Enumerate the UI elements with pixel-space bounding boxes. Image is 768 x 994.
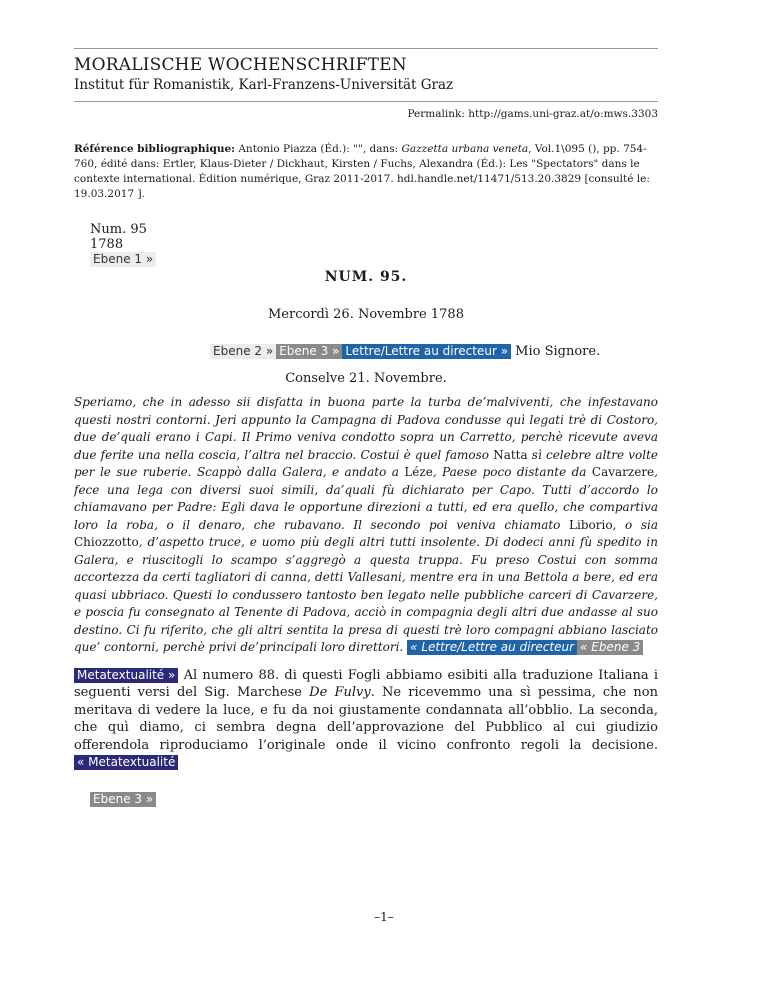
ebene3-tag[interactable]: Ebene 3 » <box>276 344 342 359</box>
issue-year: 1788 <box>90 237 124 252</box>
permalink[interactable]: Permalink: http://gams.uni-graz.at/o:mws.3303 <box>407 108 658 120</box>
meta-close-tag[interactable]: « Metatextualité <box>74 755 178 770</box>
paragraph-text: Al numero 88. di questi Fogli abbiamo esibiti alla traduzione Italiana i seguenti versi del Sig. Marchese <box>74 667 658 700</box>
letter-text: , o sia <box>612 517 658 532</box>
meta-open-tag[interactable]: Metatextualité » <box>74 668 178 683</box>
lettre-open-tag[interactable]: Lettre/Lettre au directeur » <box>342 344 511 359</box>
person-name: Liborio <box>569 517 613 532</box>
ebene2-tag[interactable]: Ebene 2 » <box>210 344 276 359</box>
biblio-label: Référence bibliographique: <box>74 143 236 155</box>
top-rule <box>74 48 658 49</box>
ebene1-tag[interactable]: Ebene 1 » <box>90 252 156 267</box>
header-rule <box>74 101 658 102</box>
page-number: –1– <box>374 910 394 924</box>
salutation: Mio Signore. <box>515 344 601 359</box>
letter-text: sì celebre altre volte per le sue ruberie. Scappò dalla Galera, e andato a <box>74 447 659 479</box>
biblio-journal: Gazzetta urbana veneta <box>401 143 529 155</box>
letter-place-date: Conselve 21. Novembre. <box>285 371 447 386</box>
metatext-paragraph <box>74 667 658 772</box>
letter-tagline <box>74 344 658 359</box>
ebene3-reopen <box>90 788 658 807</box>
place-name: Léze <box>404 465 433 479</box>
paragraph-text: . Ne ricevemmo una sì pessima, che non meritava di vedere la luce, e fu da noi giustamente condannata all’obblio. La seconda, che quì diamo, ci sembra degna dell’approvazione del Pubblico al cui giudizio offerendola riproduciamo l’originale onde il vicino confronto regoli la decisione. <box>74 685 658 753</box>
letter-text: , d’aspetto truce, e uomo più degli altri tutti insolente. Di dodeci anni fù spedito in Galera, e riuscitogli lo scampo s’aggregò a questa truppa. Fu preso Costui con somma accortezza da certi tagliatori di canna, detti Vallesani, mentre era in una Bettola a bere, ed era quasi ubbriaco. Questi lo condussero tantosto ben legato nelle pubbliche carceri di Cavarzere, e poscia fu consegnato al Tenente di Padova, acciò in compagnia degli altri due andasse al suo destino. Ci fu riferito, che gli altri sentita la presa di questi trè loro compagni abbiano lasciato que’ contorni, perchè privi de’principali loro direttori. <box>74 535 658 654</box>
letter-text: Speriamo, che in adesso sii disfatta in buona parte la turba de’malviventi, che infestavano questi nostri contorni. Jeri appunto la Campagna di Padova condusse quì legati trè di Costoro, due de’quali erano i Capi. Il Primo veniva condotto sopra un Carretto, perchè ricevute aveva due ferite una nella coscia, l’altra nel braccio. Costui è quel famoso <box>74 395 658 462</box>
person-name: De Fulvy <box>309 685 371 700</box>
place-name: Cavarzere <box>591 465 655 479</box>
issue-meta <box>90 222 658 267</box>
ebene3-reopen-tag[interactable]: Ebene 3 » <box>90 792 156 807</box>
issue-number: Num. 95 <box>90 222 147 237</box>
letter-body <box>74 394 658 657</box>
bibliographic-reference <box>74 142 658 202</box>
issue-heading: NUM. 95. <box>324 269 408 285</box>
ebene3-close-tag[interactable]: « Ebene 3 <box>577 640 643 655</box>
site-title[interactable]: MORALISCHE WOCHENSCHRIFTEN <box>74 55 407 75</box>
person-name: Natta <box>493 447 528 462</box>
letter-text: , Paese poco distante da <box>432 465 592 479</box>
dateline: Mercordì 26. Novembre 1788 <box>268 307 464 322</box>
letter-text: , fece una lega con diversi suoi simili, da’quali fù dichiarato per Capo. Tutti d’accordo lo chiamavano per Padre: Egli dava le opportune direzioni a tutti, ed era quello, che compartiva loro la roba, o il denaro, che rubavano. Il secondo poi veniva chiamato <box>74 465 658 532</box>
biblio-part1: Antonio Piazza (Éd.): "", dans: <box>235 143 402 155</box>
person-name: Chiozzotto <box>74 535 139 549</box>
biblio-part2: , Vol.1\095 (), pp. 754-760, édité dans: Ertler, Klaus-Dieter / Dickhaut, Kirsten / Fuchs, Alexandra (Éd.): Les "Spectators" dans le contexte international. Édition numérique, Graz 2011-2017. hdl.handle.net/11471/513.20.3829 [consulté le: 19.03.2017 ]. <box>74 143 650 200</box>
page <box>74 0 658 807</box>
institution-name: Institut für Romanistik, Karl-Franzens-Universität Graz <box>74 77 454 93</box>
lettre-close-tag[interactable]: « Lettre/Lettre au directeur <box>407 640 577 655</box>
